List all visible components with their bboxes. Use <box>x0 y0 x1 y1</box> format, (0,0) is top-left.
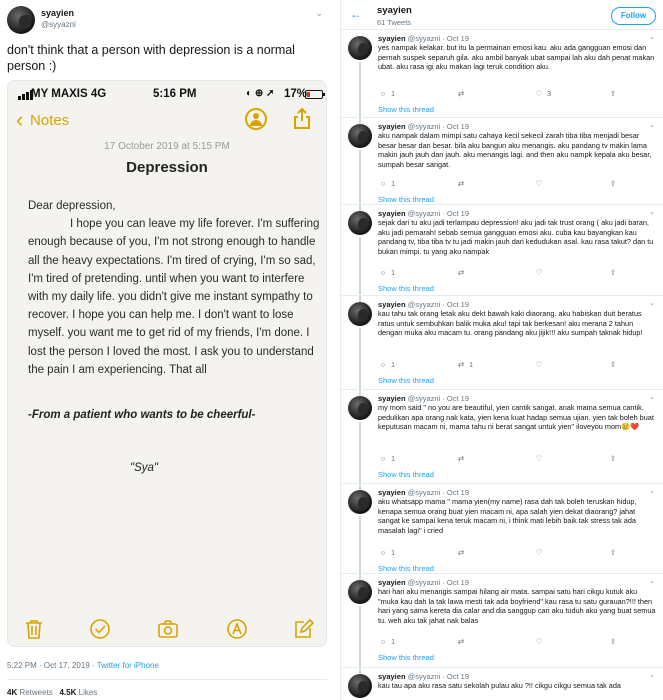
author-name[interactable]: syayien <box>378 122 406 131</box>
like-button[interactable] <box>534 89 551 98</box>
heart-icon: ♡ <box>535 89 543 98</box>
follow-button[interactable]: Follow <box>611 7 656 25</box>
share-icon: ⇧ <box>609 89 617 98</box>
notes-back-button[interactable]: Notes <box>30 112 70 129</box>
retweet-icon: ⇄ <box>457 637 465 646</box>
retweet-button[interactable] <box>456 360 473 369</box>
show-thread-link[interactable]: Show this thread <box>378 653 434 662</box>
tweet-actions <box>378 548 638 560</box>
tweet-meta: @syyazni · Oct 19 <box>407 578 470 587</box>
likes-count[interactable]: 4.5K <box>59 688 77 697</box>
retweet-button[interactable] <box>456 637 469 646</box>
tweet-meta: @syyazni · Oct 19 <box>407 394 470 403</box>
show-thread-link[interactable]: Show this thread <box>378 470 434 479</box>
tweet-actions <box>378 89 638 101</box>
tweet-actions <box>378 179 638 191</box>
more-options-icon[interactable]: ⌄ <box>315 8 323 18</box>
share-button[interactable] <box>608 360 621 369</box>
reply-count: 1 <box>391 268 396 277</box>
retweet-icon: ⇄ <box>457 268 465 277</box>
thread-tweet[interactable] <box>341 484 663 574</box>
reply-count: 1 <box>391 454 396 463</box>
share-icon[interactable] <box>292 108 312 130</box>
reply-button[interactable] <box>378 360 395 369</box>
tweet-text: my mom said " no you are beautiful, yien cantik sangat. anak mama semua cantik. pedulikan apa orang nak kata, yien kena kuat hadap semua ujian. yien tak boleh buat keputusan macam ni, mama tahu ni berat sangat untuk yien" iloveyou mom😢❤️ <box>378 403 654 432</box>
note-greeting: Dear depression, <box>28 200 116 212</box>
reply-button[interactable] <box>378 89 395 98</box>
thread-panel <box>340 0 663 700</box>
like-button[interactable] <box>534 179 547 188</box>
tweet-actions <box>378 360 638 372</box>
carrier-label: MY MAXIS 4G <box>31 88 107 100</box>
reply-button[interactable] <box>378 548 395 557</box>
notes-nav-bar <box>8 107 326 139</box>
tweet-timestamp: 5:22 PM · Oct 17, 2019 · Twitter for iPhone <box>7 661 159 670</box>
retweet-count: 1 <box>469 360 474 369</box>
heart-icon: ♡ <box>535 360 543 369</box>
show-thread-link[interactable]: Show this thread <box>378 564 434 573</box>
reply-button[interactable] <box>378 179 395 188</box>
share-icon: ⇧ <box>609 268 617 277</box>
note-paragraph: I hope you can leave my life forever. I'm suffering enough because of you, I'm not strong enough to handle all the heavy expectations. I'm tired of crying, I'm so sad, I'm tired of pretending. until when you want to interfere with my daily life. you didn't give me instant sympathy to recover. I hope you can help me. I don't want to lose myself. you want me to get rid of my friends, I'm done. I lost the person I loved the most. I ask you to understand the pain I am experiencing. That all <box>28 218 320 376</box>
retweet-icon: ⇄ <box>457 548 465 557</box>
chevron-down-icon[interactable]: ⌄ <box>649 578 655 585</box>
tweet-text: hari hari aku menangis sampai hilang air mata. sampai satu hari cikgu kutuk aku "muka kau dah la tak lawa mesti tak ada boyfriend" kau rasa tu satu gurauan?!!! then hari yang sama kereta dia calar and dia sanggup cari aku tuduh aku yang buat semua tu. weh aku tak jahat nak balas <box>378 587 656 625</box>
avatar[interactable] <box>348 302 372 326</box>
avatar[interactable] <box>348 36 372 60</box>
share-icon: ⇧ <box>609 548 617 557</box>
thread-tweet[interactable] <box>341 574 663 668</box>
share-button[interactable] <box>608 637 621 646</box>
markup-icon[interactable] <box>226 618 248 640</box>
like-button[interactable] <box>534 637 547 646</box>
tweet-text: aku nampak dalam mimpi satu cahaya kecil sekecil zarah tiba tiba menjadi besar besar besar dan besar. bila aku bangun aku menangis. aku pandang tv makin lama makin jauh jauh dan jauh. aku menangis lagi. and then aku nampk kepala aku besar, sumpah besar sangat. <box>378 131 652 169</box>
tweet-author-line <box>378 209 469 218</box>
tweet-actions <box>378 637 638 649</box>
reply-icon: ○ <box>380 548 386 557</box>
show-thread-link[interactable]: Show this thread <box>378 105 434 114</box>
reply-icon: ○ <box>380 637 386 646</box>
reply-icon: ○ <box>380 360 386 369</box>
tweet-text: kau tahu tak orang letak aku dekt bawah kaki diaorang. aku habiskan duit beratus ratus untuk sembuhkan balik muka aku! tapi tak berkesan! aku merana 2 tahun dengan muka aku macam tu. orang pandang aku jijik!!! aku sumpah taknak hidup! <box>378 309 643 338</box>
chevron-down-icon[interactable]: ⌄ <box>649 672 655 679</box>
tweet-author-line <box>378 578 469 587</box>
tweet-actions <box>378 268 638 280</box>
tweet-author-line <box>378 122 469 131</box>
thread-tweet[interactable] <box>341 30 663 118</box>
author-name[interactable]: syayien <box>378 672 406 681</box>
phone-clock: 5:16 PM <box>153 88 197 100</box>
share-button[interactable] <box>608 89 621 98</box>
author-name[interactable]: syayien <box>378 578 406 587</box>
note-title: Depression <box>126 159 208 176</box>
tweet-meta: @syyazni · Oct 19 <box>407 672 470 681</box>
author-name[interactable]: syayien <box>41 8 75 18</box>
avatar[interactable] <box>348 674 372 698</box>
tweet-author-line <box>378 300 469 309</box>
thread-tweet[interactable] <box>341 205 663 296</box>
battery-percentage: 17% <box>284 88 308 100</box>
tweet-author-line <box>378 394 469 403</box>
avatar[interactable] <box>348 211 372 235</box>
avatar[interactable] <box>348 490 372 514</box>
tweet-meta: @syyazni · Oct 19 <box>407 488 470 497</box>
retweet-icon: ⇄ <box>457 89 465 98</box>
like-button[interactable] <box>534 548 547 557</box>
phone-status-bar <box>8 81 326 107</box>
avatar[interactable] <box>348 124 372 148</box>
author-name[interactable]: syayien <box>378 34 406 43</box>
like-button[interactable] <box>534 360 547 369</box>
chevron-down-icon[interactable]: ⌄ <box>649 394 655 401</box>
attached-screenshot[interactable] <box>7 80 327 647</box>
retweet-icon: ⇄ <box>457 360 465 369</box>
reply-button[interactable] <box>378 637 395 646</box>
retweet-button[interactable] <box>456 268 469 277</box>
notes-toolbar <box>8 616 326 646</box>
reply-button[interactable] <box>378 268 395 277</box>
compose-icon[interactable] <box>292 618 314 640</box>
retweet-button[interactable] <box>456 548 469 557</box>
note-signoff: -From a patient who wants to be cheerful- <box>28 409 256 421</box>
camera-icon[interactable] <box>157 618 179 640</box>
status-icons: ◐ ⊕ ➚ <box>246 88 275 99</box>
share-icon: ⇧ <box>609 360 617 369</box>
retweets-count[interactable]: 4K <box>7 688 18 697</box>
tweet-text: don't think that a person with depression is a normal person :) <box>7 43 295 73</box>
divider <box>7 679 327 680</box>
like-button[interactable] <box>534 268 547 277</box>
retweet-icon: ⇄ <box>457 454 465 463</box>
thread-tweet[interactable] <box>341 668 663 700</box>
share-button[interactable] <box>608 179 621 188</box>
share-icon: ⇧ <box>609 454 617 463</box>
author-name[interactable]: syayien <box>378 488 406 497</box>
note-date: 17 October 2019 at 5:15 PM <box>104 141 230 152</box>
heart-icon: ♡ <box>535 454 543 463</box>
tweet-meta: @syyazni · Oct 19 <box>407 34 470 43</box>
tweet-source-link[interactable]: Twitter for iPhone <box>96 661 159 670</box>
profile-name: syayien <box>377 5 412 16</box>
chevron-down-icon[interactable]: ⌄ <box>649 122 655 129</box>
note-body <box>28 197 320 379</box>
reply-count: 1 <box>391 179 396 188</box>
tweet-author-line <box>378 34 469 43</box>
author-name[interactable]: syayien <box>378 394 406 403</box>
reply-icon: ○ <box>380 179 386 188</box>
battery-icon <box>305 90 323 99</box>
chevron-down-icon[interactable]: ⌄ <box>649 300 655 307</box>
retweet-button[interactable] <box>456 454 469 463</box>
tweet-count: 61 Tweets <box>377 18 412 27</box>
chevron-down-icon[interactable]: ⌄ <box>649 209 655 216</box>
avatar[interactable] <box>7 6 35 34</box>
author-handle[interactable]: @syyazni <box>41 20 76 29</box>
add-person-icon[interactable] <box>245 108 267 130</box>
checklist-icon[interactable] <box>89 618 111 640</box>
tweet-meta: @syyazni · Oct 19 <box>407 122 470 131</box>
thread-tweet[interactable] <box>341 390 663 484</box>
author-name[interactable]: syayien <box>378 209 406 218</box>
like-count: 3 <box>547 89 552 98</box>
tweet-stats: 4K Retweets 4.5K Likes <box>7 688 98 697</box>
reply-button[interactable] <box>378 454 395 463</box>
retweet-button[interactable] <box>456 179 469 188</box>
share-button[interactable] <box>608 454 621 463</box>
heart-icon: ♡ <box>535 637 543 646</box>
note-signature: "Sya" <box>130 462 158 474</box>
avatar[interactable] <box>348 580 372 604</box>
reply-icon: ○ <box>380 268 386 277</box>
heart-icon: ♡ <box>535 548 543 557</box>
share-button[interactable] <box>608 548 621 557</box>
reply-icon: ○ <box>380 89 386 98</box>
reply-count: 1 <box>391 360 396 369</box>
chevron-left-icon[interactable]: ‹ <box>16 107 24 132</box>
profile-header <box>341 0 663 30</box>
show-thread-link[interactable]: Show this thread <box>378 284 434 293</box>
tweet-actions <box>378 454 638 466</box>
reply-count: 1 <box>391 89 396 98</box>
chevron-down-icon[interactable]: ⌄ <box>649 488 655 495</box>
tweet-header <box>7 6 327 34</box>
tweet-text: kau tau apa aku rasa satu sekolah pulau aku ?!! cikgu cikgu semua tak ada <box>378 681 621 690</box>
share-icon: ⇧ <box>609 637 617 646</box>
tweet-meta: @syyazni · Oct 19 <box>407 300 470 309</box>
retweet-button[interactable] <box>456 89 469 98</box>
share-button[interactable] <box>608 268 621 277</box>
tweet-text: sejak dari tu aku jadi terlampau depression! aku jadi tak trust orang ( aku jadi baran, aku jadi pemarah! sebab semua gangguan emosi aku. cuba kau bayangkan kau pandang tv, tiba tiba tv tu jadi makin jauh dari kedudukan asal. kau rasa takut? dan tu bukan mimpi. tu yang aku nampak <box>378 218 654 256</box>
show-thread-link[interactable]: Show this thread <box>378 195 434 204</box>
show-thread-link[interactable]: Show this thread <box>378 376 434 385</box>
thread-tweet[interactable] <box>341 296 663 390</box>
share-icon: ⇧ <box>609 179 617 188</box>
tweet-meta: @syyazni · Oct 19 <box>407 209 470 218</box>
author-name[interactable]: syayien <box>378 300 406 309</box>
chevron-down-icon[interactable]: ⌄ <box>649 34 655 41</box>
avatar[interactable] <box>348 396 372 420</box>
retweet-icon: ⇄ <box>457 179 465 188</box>
reply-icon: ○ <box>380 454 386 463</box>
thread-tweet[interactable] <box>341 118 663 205</box>
tweet-author-line <box>378 672 469 681</box>
tweet-text: yes nampak kelakar. but itu la permainan emosi kau. aku ada gangguan emosi dan pernah suspek separuh gila. aku ambil banyak ubat sampai lah aku dah penat makan ubat. aku rasa igi aku makan lagi teruk condition aku. <box>378 43 655 72</box>
trash-icon[interactable] <box>23 618 45 640</box>
arrow-left-icon[interactable]: ← <box>350 7 362 21</box>
tweet-text: aku whatsapp mama " mama yien(my name) rasa dah tak boleh teruskan hidup, kenapa semua orang buat yien macam ni, apa salah yien dekat diaorang? jahat sangat ke sampai kena teruk macam ni, i think mati lebih baik tak stress tak ada masalah lagi" i cried <box>378 497 637 535</box>
reply-count: 1 <box>391 637 396 646</box>
like-button[interactable] <box>534 454 547 463</box>
heart-icon: ♡ <box>535 268 543 277</box>
tweet-author-line <box>378 488 469 497</box>
heart-icon: ♡ <box>535 179 543 188</box>
reply-count: 1 <box>391 548 396 557</box>
